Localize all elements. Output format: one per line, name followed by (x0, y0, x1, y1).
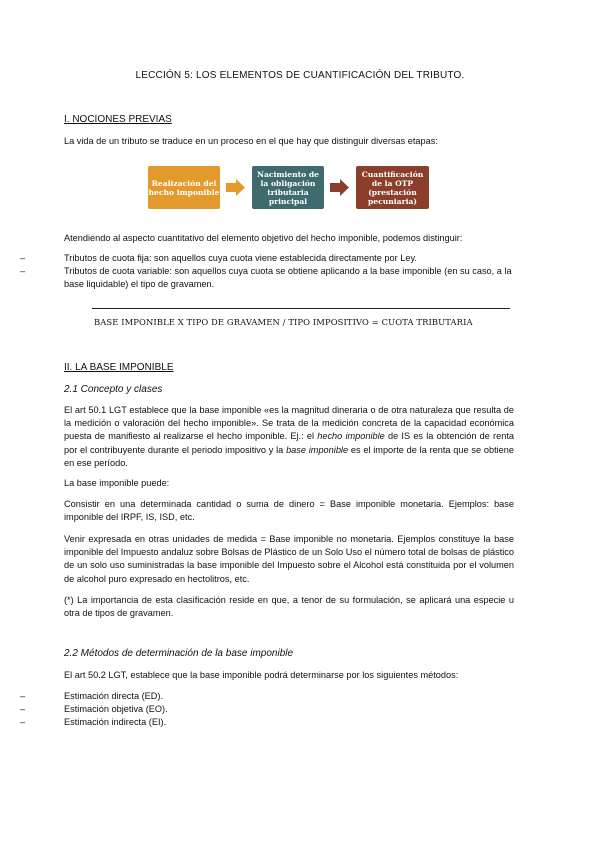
paragraph-base-no-monetaria: Venir expresada en otras unidades de medida = Base imponible no monetaria. Ejemplos constituye la base imponible del Impuesto andaluz sobre Bolsas de Plástico de un Solo Uso el número total de bolsas de plástico de un solo uso suministradas la base imponible del Impuesto sobre el Alcohol está constituida por el volumen de alcohol puro expresado en hectolitros, etc. (64, 534, 514, 584)
formula-box: BASE IMPONIBLE X TIPO DE GRAVAMEN / TIPO IMPOSITIVO = CUOTA TRIBUTARIA (92, 308, 510, 334)
subsection-heading-concepto: 2.1 Concepto y clases (64, 384, 163, 395)
arrow-right-icon (330, 179, 350, 196)
text-span: El art 50.1 LGT establece que la base imponible «es la magnitud dineraria o de otra naturaleza que resulta de la medición o valoración del hecho imponible». Se trata de la medición concreta de la capacidad económica puesta de manifiesto al realizarse el hecho imponible. Ej.: el (64, 405, 514, 442)
method-text: Estimación objetiva (EO). (64, 704, 168, 714)
subsection-heading-metodos: 2.2 Métodos de determinación de la base imponible (64, 648, 294, 659)
section-heading-base-imponible: II. LA BASE IMPONIBLE (64, 362, 174, 373)
list-item-text: Tributos de cuota fija: son aquellos cuya cuota viene establecida directamente por Ley. (64, 253, 417, 263)
list-item-text: Tributos de cuota variable: son aquellos cuya cuota se obtiene aplicando a la base imponible (en su caso, a la base liquidable) el tipo de gravamen. (64, 266, 512, 289)
intro-paragraph: La vida de un tributo se traduce en un proceso en el que hay que distinguir diversas etapas: (64, 136, 438, 146)
list-item (20, 716, 516, 729)
list-item (20, 690, 516, 703)
list-item (20, 703, 516, 716)
emphasis-hecho-imponible: hecho imponible (317, 431, 385, 442)
list-item (20, 265, 516, 291)
dash-bullet: – (20, 253, 26, 263)
paragraph-base-puede: La base imponible puede: (64, 478, 170, 488)
paragraph-nota-importancia: (*) La importancia de esta clasificación reside en que, a tenor de su formulación, se aplicará una especie u otra de tipos de gravamen. (64, 595, 514, 619)
text-span: es el importe de la renta que se obtiene en ese período. (64, 444, 514, 468)
aspect-paragraph: Atendiendo al aspecto cuantitativo del elemento objetivo del hecho imponible, podemos distinguir: (64, 233, 463, 243)
diagram-box-nacimiento-obligacion: Nacimiento de la obligación tributaria principal (252, 166, 324, 209)
emphasis-base-imponible: base imponible (286, 444, 349, 455)
list-item (20, 252, 516, 265)
dash-bullet: – (20, 704, 26, 714)
arrow-right-icon (226, 179, 246, 196)
paragraph-base-monetaria: Consistir en una determinada cantidad o suma de dinero = Base imponible monetaria. Ejemplos: base imponible del IRPF, IS, ISD, etc. (64, 499, 514, 523)
page-title: LECCIÓN 5: LOS ELEMENTOS DE CUANTIFICACIÓN DEL TRIBUTO. (135, 70, 465, 81)
paragraph-art-50-2: El art 50.2 LGT, establece que la base imponible podrá determinarse por los siguientes métodos: (64, 670, 459, 680)
section-heading-nociones: I. NOCIONES PREVIAS (64, 114, 172, 125)
diagram-box-cuantificacion: Cuantificación de la OTP (prestación pecuniaria) (356, 166, 429, 209)
dash-bullet: – (20, 717, 26, 727)
dash-bullet: – (20, 266, 26, 276)
method-text: Estimación indirecta (EI). (64, 717, 167, 727)
method-text: Estimación directa (ED). (64, 691, 164, 701)
diagram-box-hecho-imponible: Realización del hecho imponible (148, 166, 220, 209)
text-span: de IS es la obtención de renta por el contribuyente durante el periodo impositivo y la (64, 431, 515, 455)
paragraph-art-50-1 (64, 404, 514, 470)
dash-bullet: – (20, 691, 26, 701)
